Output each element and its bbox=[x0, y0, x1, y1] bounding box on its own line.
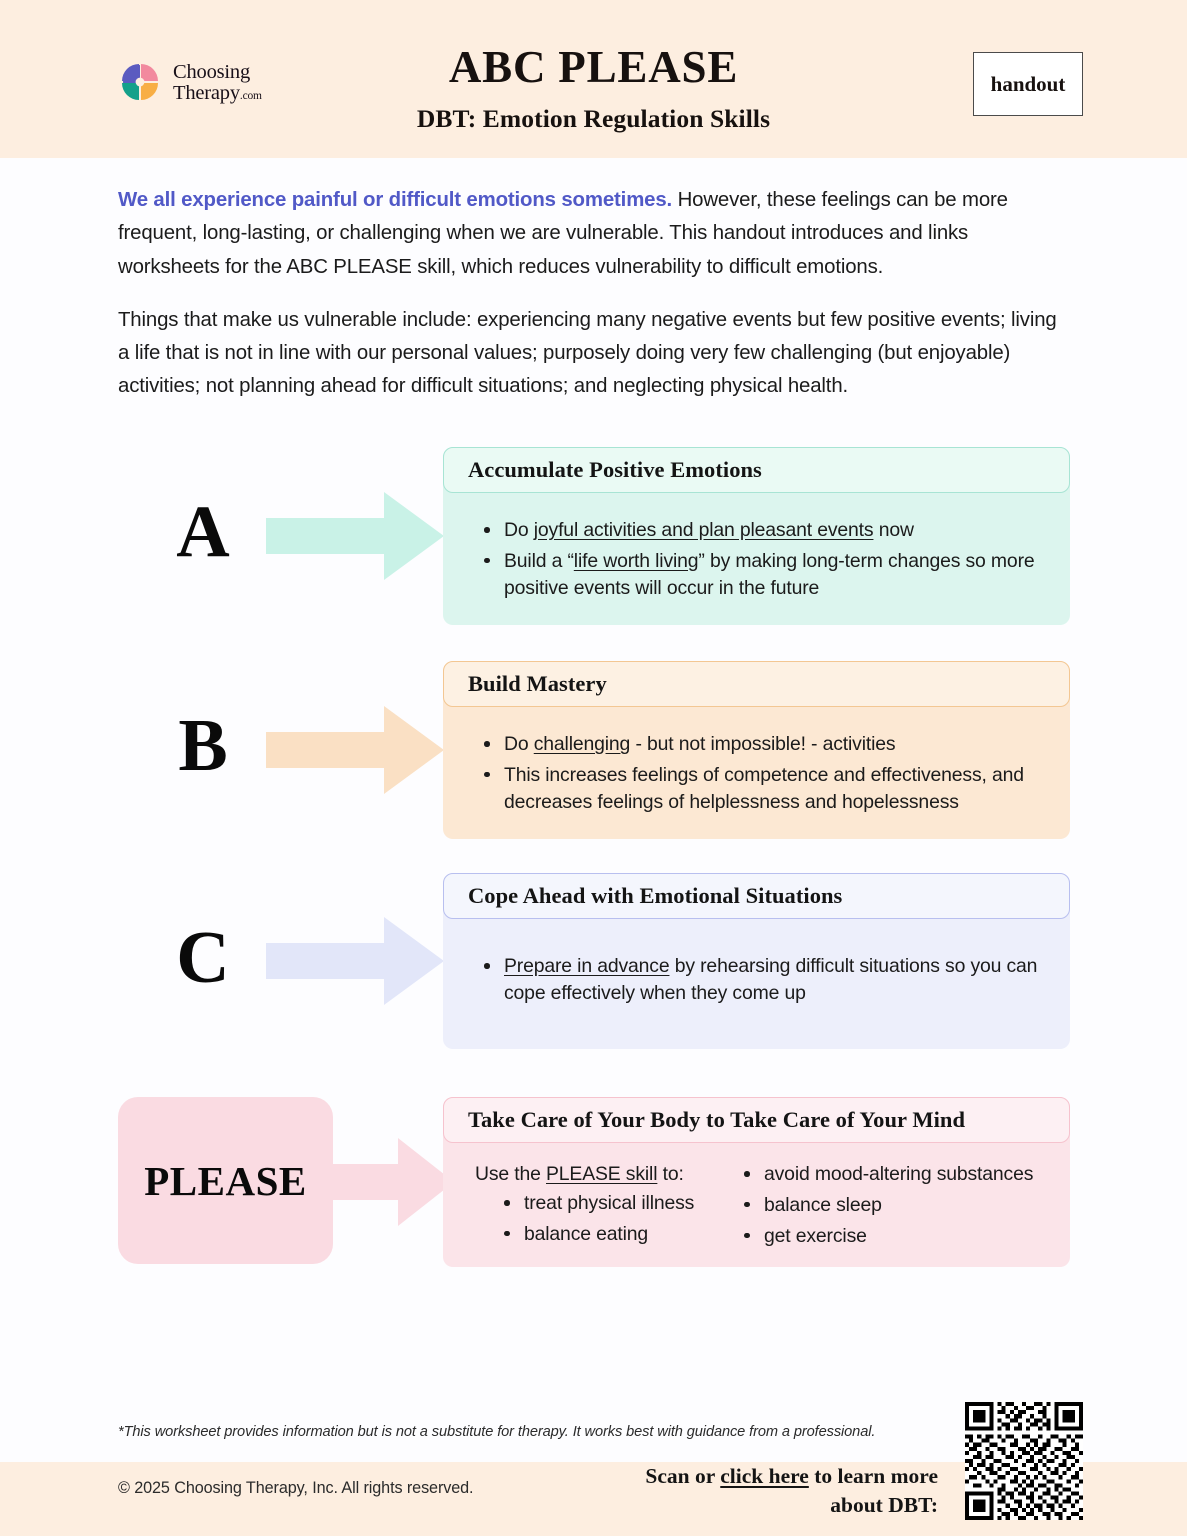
skill-row-c bbox=[118, 873, 1070, 1049]
bullet-link[interactable]: life worth living bbox=[573, 549, 699, 572]
skill-card-b-content bbox=[443, 707, 1070, 819]
skill-a-bullet-list bbox=[477, 517, 1042, 601]
skill-c-bullet-list bbox=[477, 953, 1042, 1007]
letter-badge-a: A bbox=[176, 491, 230, 573]
please-lead-line bbox=[475, 1161, 727, 1187]
list-item: balance eating bbox=[497, 1221, 727, 1248]
badge-area-a bbox=[118, 447, 448, 625]
disclaimer-text: *This worksheet provides information but is not a substitute for therapy. It works best with guidance from a professional. bbox=[118, 1424, 876, 1440]
logo-line-2: Therapy.com bbox=[173, 82, 262, 104]
please-columns bbox=[443, 1143, 1070, 1253]
skill-card-b bbox=[443, 661, 1070, 839]
please-lead-post: to: bbox=[657, 1163, 684, 1185]
scan-prompt bbox=[518, 1462, 938, 1520]
bullet-text-post: now bbox=[873, 519, 914, 541]
please-right-list bbox=[737, 1161, 1037, 1249]
skill-card-a bbox=[443, 447, 1070, 625]
scan-prompt-line2: about DBT: bbox=[830, 1493, 938, 1518]
skill-card-please bbox=[443, 1097, 1070, 1267]
intro-paragraph-2: Things that make us vulnerable include: experiencing many negative events but few positive events; living a life that is not in line with our personal values; purposely doing very few challenging (but enjoyable) activities; not planning ahead for difficult situations; and neglecting physical health. bbox=[118, 308, 1057, 398]
list-item bbox=[477, 548, 1042, 602]
bullet-text-pre: This increases feelings of competence and effectiveness, and decreases feelings of helplessness and hopelessness bbox=[504, 763, 1024, 813]
skill-b-bullet-list bbox=[477, 731, 1042, 815]
bullet-text-post: by rehearsing difficult situations so you can cope effectively when they come up bbox=[504, 955, 1038, 1004]
arrow-icon-c bbox=[266, 911, 446, 1011]
list-item bbox=[477, 762, 1042, 816]
bullet-text-pre: Do bbox=[504, 733, 534, 755]
logo-line-1: Choosing bbox=[173, 61, 250, 84]
arrow-icon-please bbox=[316, 1132, 456, 1232]
intro-paragraph-1 bbox=[118, 184, 1070, 284]
scan-prompt-pre: Scan or bbox=[645, 1464, 721, 1488]
bullet-text-post: ” by making long-term changes so more positive events will occur in the future bbox=[504, 549, 1035, 599]
click-here-link[interactable]: click here bbox=[720, 1464, 809, 1488]
bullet-link[interactable]: joyful activities and plan pleasant events bbox=[533, 519, 874, 541]
skill-card-c-content bbox=[443, 919, 1070, 1011]
skill-row-please bbox=[118, 1097, 1070, 1267]
list-item bbox=[477, 731, 1042, 758]
badge-area-c bbox=[118, 873, 448, 1049]
page-header bbox=[0, 0, 1187, 158]
please-skill-link[interactable]: PLEASE skill bbox=[546, 1163, 658, 1185]
logo-dotcom: .com bbox=[239, 90, 262, 102]
arrow-icon-b bbox=[266, 700, 446, 800]
badge-area-b bbox=[118, 661, 448, 839]
bullet-text-pre: Do bbox=[504, 519, 534, 541]
bullet-link[interactable]: Prepare in advance bbox=[504, 955, 670, 977]
skill-row-b bbox=[118, 661, 1070, 839]
bullet-text-pre: Build a “ bbox=[504, 549, 574, 572]
skill-row-a bbox=[118, 447, 1070, 625]
intro-lead-accent: We all experience painful or difficult emotions sometimes. bbox=[118, 189, 673, 211]
qr-code[interactable] bbox=[965, 1402, 1083, 1520]
list-item bbox=[477, 517, 1042, 544]
letter-badge-please: PLEASE bbox=[118, 1097, 333, 1264]
handout-badge: handout bbox=[973, 52, 1083, 116]
please-column-left bbox=[475, 1161, 727, 1253]
arrow-icon-a bbox=[266, 486, 446, 586]
list-item: balance sleep bbox=[737, 1192, 1037, 1219]
please-column-right bbox=[737, 1161, 1037, 1253]
page-title: ABC PLEASE bbox=[448, 42, 739, 92]
skill-card-a-content bbox=[443, 493, 1070, 605]
list-item: get exercise bbox=[737, 1223, 1037, 1250]
list-item bbox=[477, 953, 1042, 1007]
scan-prompt-post: to learn more bbox=[808, 1464, 938, 1488]
list-item: avoid mood-altering substances bbox=[737, 1161, 1037, 1188]
letter-badge-c: C bbox=[176, 917, 230, 999]
copyright-text: © 2025 Choosing Therapy, Inc. All rights reserved. bbox=[118, 1479, 474, 1497]
skill-card-b-header: Build Mastery bbox=[443, 661, 1070, 707]
intro-section bbox=[118, 184, 1070, 404]
skill-card-c bbox=[443, 873, 1070, 1049]
letter-badge-b: B bbox=[178, 705, 228, 787]
page-subtitle: DBT: Emotion Regulation Skills bbox=[416, 103, 771, 133]
list-item: treat physical illness bbox=[497, 1190, 727, 1217]
please-lead-pre: Use the bbox=[475, 1163, 547, 1185]
skill-card-please-content bbox=[443, 1143, 1070, 1253]
bullet-link[interactable]: challenging bbox=[533, 733, 631, 755]
bullet-text-post: - but not impossible! - activities bbox=[630, 733, 896, 755]
skill-card-a-header: Accumulate Positive Emotions bbox=[443, 447, 1070, 493]
skill-card-c-header: Cope Ahead with Emotional Situations bbox=[443, 873, 1070, 919]
please-left-list bbox=[497, 1190, 727, 1248]
skill-card-please-header: Take Care of Your Body to Take Care of Your Mind bbox=[443, 1097, 1070, 1143]
intro-paragraph-1-rest: However, these feelings can be more frequent, long-lasting, or challenging when we are vulnerable. This handout introduces and links worksheets for the ABC PLEASE skill, which reduces vulnerability to difficult emotions. bbox=[118, 189, 1008, 278]
badge-area-please bbox=[118, 1097, 448, 1267]
